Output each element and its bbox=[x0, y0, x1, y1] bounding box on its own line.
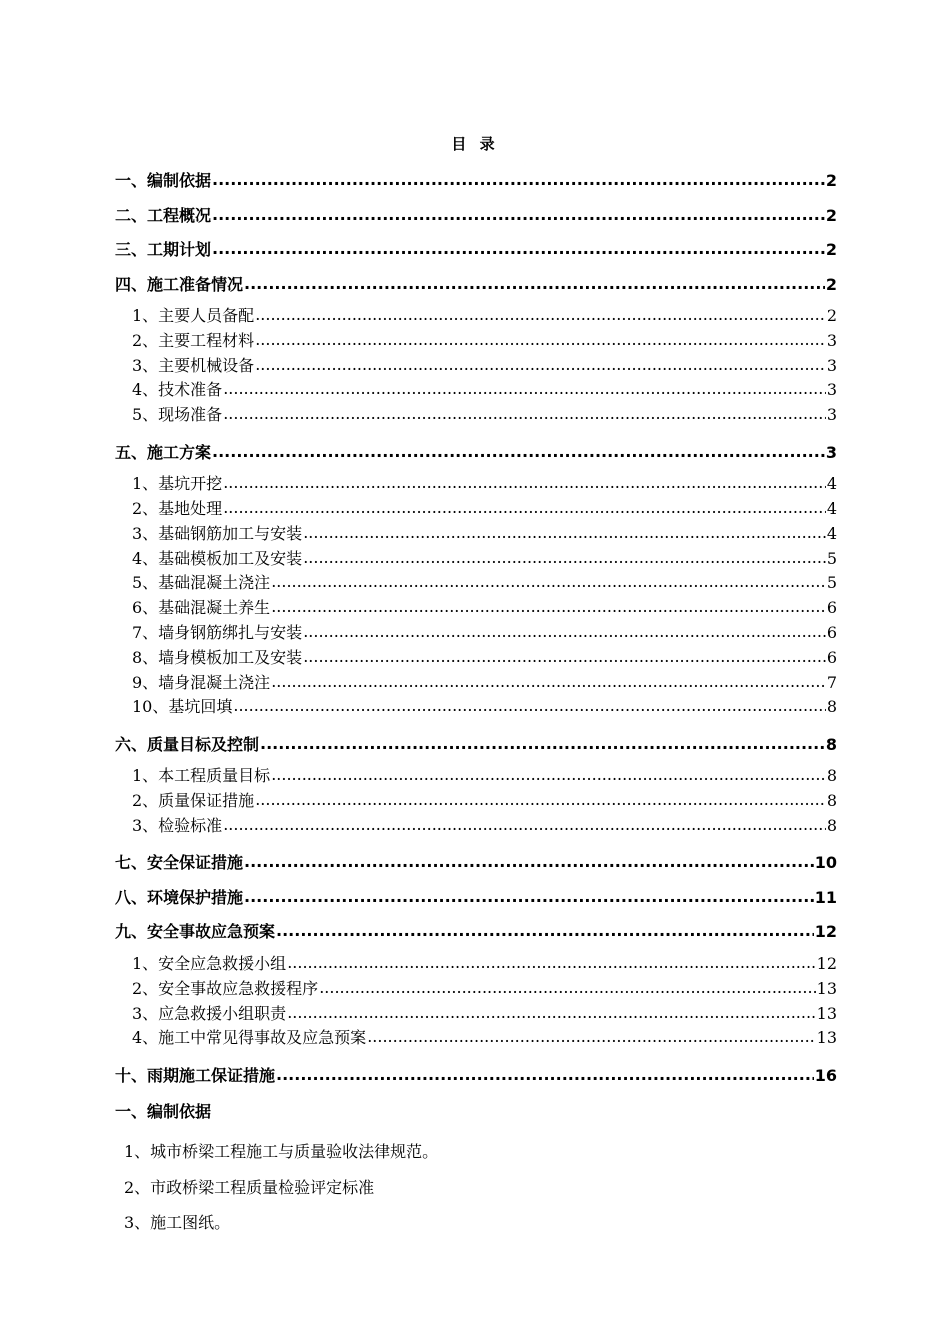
toc-subentry[interactable] bbox=[115, 814, 837, 849]
toc-page-number: 13 bbox=[816, 1003, 837, 1023]
toc-subentry[interactable] bbox=[115, 1002, 837, 1027]
toc-dot-leader bbox=[244, 882, 814, 912]
toc-entry-label: 2、基地处理 bbox=[132, 498, 223, 518]
toc-dot-leader bbox=[212, 165, 825, 195]
toc-dot-leader bbox=[303, 645, 826, 669]
toc-entry-label: 3、基础钢筋加工与安装 bbox=[132, 523, 303, 543]
toc-entry-label: 7、墙身钢筋绑扎与安装 bbox=[132, 622, 303, 642]
toc-entry-label: 三、工期计划 bbox=[115, 240, 212, 259]
toc-entry-label: 1、安全应急救援小组 bbox=[132, 953, 287, 973]
basis-list bbox=[124, 1139, 438, 1246]
list-item: 3、施工图纸。 bbox=[124, 1213, 231, 1232]
toc-page-number: 8 bbox=[825, 734, 837, 754]
toc-entry-label: 4、基础模板加工及安装 bbox=[132, 548, 303, 568]
toc-dot-leader bbox=[319, 976, 815, 1000]
toc-title: 目 录 bbox=[451, 135, 499, 153]
toc-entry-label: 四、施工准备情况 bbox=[115, 274, 244, 294]
toc-page-number: 2 bbox=[825, 171, 837, 190]
toc-subentry[interactable] bbox=[115, 497, 837, 522]
toc-dot-leader bbox=[271, 670, 826, 694]
toc-dot-leader bbox=[212, 437, 825, 467]
toc-subentry[interactable] bbox=[115, 522, 837, 547]
toc-entry-label: 1、基坑开挖 bbox=[132, 474, 223, 494]
toc-subentry[interactable] bbox=[115, 621, 837, 646]
toc-dot-leader bbox=[276, 916, 814, 946]
toc-page-number: 4 bbox=[826, 474, 837, 494]
toc-dot-leader bbox=[212, 234, 825, 264]
toc-dot-leader bbox=[276, 1060, 814, 1090]
list-item: 2、市政桥梁工程质量检验评定标准 bbox=[124, 1177, 375, 1197]
toc-entry[interactable] bbox=[115, 235, 837, 270]
toc-entry-label: 10、基坑回填 bbox=[132, 697, 233, 717]
toc-subentry[interactable] bbox=[115, 764, 837, 789]
toc-entry-label: 9、墙身混凝土浇注 bbox=[132, 672, 271, 692]
toc-dot-leader bbox=[223, 813, 826, 837]
toc-dot-leader bbox=[212, 200, 825, 230]
toc-page-number: 2 bbox=[825, 240, 837, 259]
toc-entry[interactable] bbox=[115, 917, 837, 952]
toc-subentry[interactable] bbox=[115, 329, 837, 354]
toc-page-number: 3 bbox=[826, 330, 837, 350]
toc-dot-leader bbox=[244, 269, 825, 299]
toc-dot-leader bbox=[244, 847, 814, 877]
toc-entry[interactable] bbox=[115, 438, 837, 473]
toc-page-number: 16 bbox=[814, 1065, 837, 1085]
toc-page-number: 5 bbox=[826, 548, 837, 568]
toc-entry-label: 3、应急救援小组职责 bbox=[132, 1003, 287, 1023]
toc-page-number: 3 bbox=[826, 405, 837, 425]
toc-page-number: 6 bbox=[826, 647, 837, 667]
toc-entry-label: 六、质量目标及控制 bbox=[115, 734, 260, 754]
toc-dot-leader bbox=[233, 694, 825, 718]
table-of-contents bbox=[115, 166, 837, 1095]
toc-dot-leader bbox=[303, 546, 826, 570]
toc-page-number: 13 bbox=[816, 978, 837, 998]
toc-dot-leader bbox=[303, 620, 826, 644]
toc-page-number: 13 bbox=[816, 1028, 837, 1048]
toc-page-number: 2 bbox=[826, 306, 837, 325]
toc-dot-leader bbox=[223, 496, 826, 520]
toc-page-number: 2 bbox=[825, 205, 837, 225]
toc-dot-leader bbox=[255, 328, 826, 352]
toc-page-number: 2 bbox=[825, 274, 837, 294]
toc-subentry[interactable] bbox=[115, 1026, 837, 1061]
toc-entry[interactable] bbox=[115, 201, 837, 236]
list-item: 1、城市桥梁工程施工与质量验收法律规范。 bbox=[124, 1142, 439, 1161]
toc-entry-label: 3、检验标准 bbox=[132, 815, 223, 835]
toc-page-number: 3 bbox=[825, 442, 837, 462]
toc-page-number: 5 bbox=[826, 573, 837, 593]
toc-entry-label: 4、技术准备 bbox=[132, 380, 223, 400]
toc-entry-label: 1、本工程质量目标 bbox=[132, 766, 271, 786]
section-heading: 一、编制依据 bbox=[115, 1102, 212, 1121]
toc-dot-leader bbox=[260, 729, 825, 759]
toc-entry-label: 6、基础混凝土养生 bbox=[132, 598, 271, 618]
toc-entry-label: 5、基础混凝土浇注 bbox=[132, 573, 271, 593]
toc-subentry[interactable] bbox=[115, 646, 837, 671]
toc-dot-leader bbox=[271, 595, 826, 619]
toc-dot-leader bbox=[223, 377, 826, 401]
toc-subentry[interactable] bbox=[115, 378, 837, 403]
toc-dot-leader bbox=[271, 763, 826, 787]
toc-subentry[interactable] bbox=[115, 472, 837, 497]
toc-entry-label: 1、主要人员备配 bbox=[132, 306, 255, 325]
toc-page-number: 4 bbox=[826, 523, 837, 543]
toc-subentry[interactable] bbox=[115, 403, 837, 438]
toc-page-number: 8 bbox=[826, 815, 837, 835]
toc-dot-leader bbox=[223, 471, 826, 495]
toc-page-number: 6 bbox=[826, 598, 837, 618]
toc-dot-leader bbox=[303, 521, 826, 545]
toc-subentry[interactable] bbox=[115, 596, 837, 621]
toc-entry[interactable] bbox=[115, 848, 837, 883]
toc-subentry[interactable] bbox=[115, 571, 837, 596]
toc-entry-label: 2、质量保证措施 bbox=[132, 791, 255, 811]
toc-dot-leader bbox=[255, 353, 826, 377]
toc-entry-label: 4、施工中常见得事故及应急预案 bbox=[132, 1028, 367, 1048]
toc-subentry[interactable] bbox=[115, 695, 837, 730]
toc-entry-label: 2、安全事故应急救援程序 bbox=[132, 978, 319, 998]
toc-entry-label: 五、施工方案 bbox=[115, 442, 212, 462]
toc-page-number: 11 bbox=[814, 887, 837, 907]
toc-page-number: 8 bbox=[826, 791, 837, 811]
toc-subentry[interactable] bbox=[115, 547, 837, 572]
toc-page-number: 7 bbox=[826, 672, 837, 692]
toc-entry-label: 5、现场准备 bbox=[132, 405, 223, 425]
toc-entry-label: 八、环境保护措施 bbox=[115, 887, 244, 907]
toc-dot-leader bbox=[223, 402, 826, 426]
toc-entry[interactable] bbox=[115, 1061, 837, 1096]
toc-entry-label: 3、主要机械设备 bbox=[132, 355, 255, 375]
toc-entry-label: 十、雨期施工保证措施 bbox=[115, 1065, 276, 1085]
toc-page-number: 4 bbox=[826, 498, 837, 518]
toc-page-number: 8 bbox=[826, 766, 837, 786]
toc-entry-label: 8、墙身模板加工及安装 bbox=[132, 647, 303, 667]
toc-entry-label: 二、工程概况 bbox=[115, 205, 212, 225]
toc-page-number: 10 bbox=[814, 853, 837, 873]
toc-entry[interactable] bbox=[115, 270, 837, 305]
toc-entry[interactable] bbox=[115, 730, 837, 765]
toc-dot-leader bbox=[367, 1025, 815, 1049]
toc-page-number: 12 bbox=[816, 953, 837, 973]
toc-entry[interactable] bbox=[115, 166, 837, 201]
toc-dot-leader bbox=[287, 1001, 815, 1025]
toc-subentry[interactable] bbox=[115, 789, 837, 814]
toc-page-number: 3 bbox=[826, 380, 837, 400]
toc-entry-label: 一、编制依据 bbox=[115, 171, 212, 190]
toc-subentry[interactable] bbox=[115, 304, 837, 329]
toc-page-number: 3 bbox=[826, 355, 837, 375]
toc-entry[interactable] bbox=[115, 883, 837, 918]
toc-dot-leader bbox=[255, 788, 826, 812]
toc-subentry[interactable] bbox=[115, 952, 837, 977]
toc-entry-label: 2、主要工程材料 bbox=[132, 330, 255, 350]
toc-subentry[interactable] bbox=[115, 671, 837, 696]
toc-entry-label: 九、安全事故应急预案 bbox=[115, 922, 276, 942]
toc-page-number: 6 bbox=[826, 622, 837, 642]
toc-page-number: 8 bbox=[826, 697, 837, 717]
toc-page-number: 12 bbox=[814, 922, 837, 942]
toc-entry-label: 七、安全保证措施 bbox=[115, 853, 244, 873]
toc-dot-leader bbox=[287, 951, 815, 975]
toc-subentry[interactable] bbox=[115, 354, 837, 379]
toc-dot-leader bbox=[271, 570, 826, 594]
toc-dot-leader bbox=[255, 303, 826, 327]
toc-subentry[interactable] bbox=[115, 977, 837, 1002]
